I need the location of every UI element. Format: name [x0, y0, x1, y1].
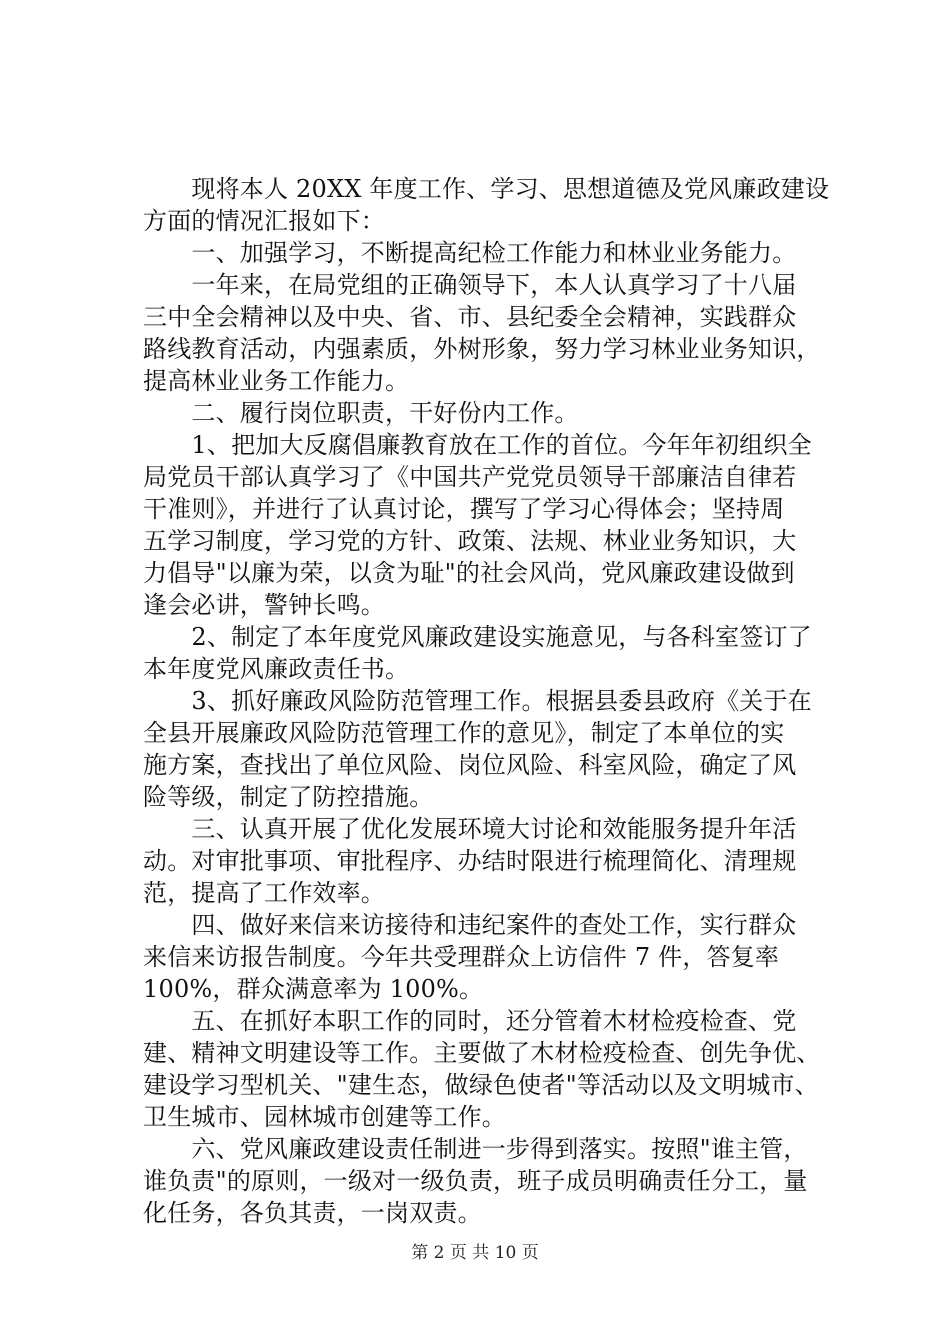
text-line: 建、精神文明建设等工作。主要做了木材检疫检查、创先争优、 — [143, 1039, 821, 1067]
text-line: 动。对审批事项、审批程序、办结时限进行梳理简化、清理规 — [143, 847, 797, 875]
text-line: 1、把加大反腐倡廉教育放在工作的首位。今年年初组织全 — [143, 431, 812, 459]
text-line: 险等级，制定了防控措施。 — [143, 783, 434, 811]
text-line: 提高林业业务工作能力。 — [143, 367, 410, 395]
text-line: 来信来访报告制度。今年共受理群众上访信件 7 件，答复率 — [143, 943, 780, 971]
text-line: 四、做好来信来访接待和违纪案件的查处工作，实行群众 — [143, 911, 797, 939]
text-line: 力倡导"以廉为荣，以贪为耻"的社会风尚，党风廉政建设做到 — [143, 559, 795, 587]
text-line: 六、党风廉政建设责任制进一步得到落实。按照"谁主管， — [143, 1135, 808, 1163]
text-line: 逢会必讲，警钟长鸣。 — [143, 591, 385, 619]
text-line: 卫生城市、园林城市创建等工作。 — [143, 1103, 506, 1131]
text-line: 2、制定了本年度党风廉政建设实施意见，与各科室签订了 — [143, 623, 812, 651]
text-line: 局党员干部认真学习了《中国共产党党员领导干部廉洁自律若 — [143, 463, 797, 491]
text-line: 本年度党风廉政责任书。 — [143, 655, 410, 683]
text-line: 二、履行岗位职责，干好份内工作。 — [143, 399, 579, 427]
text-line: 谁负责"的原则，一级对一级负责，班子成员明确责任分工，量 — [143, 1167, 808, 1195]
text-line: 三中全会精神以及中央、省、市、县纪委全会精神，实践群众 — [143, 303, 797, 331]
text-line: 施方案，查找出了单位风险、岗位风险、科室风险，确定了风 — [143, 751, 797, 779]
text-line: 化任务，各负其责，一岗双责。 — [143, 1199, 482, 1227]
text-line: 五学习制度，学习党的方针、政策、法规、林业业务知识，大 — [143, 527, 797, 555]
text-line: 干准则》，并进行了认真讨论，撰写了学习心得体会；坚持周 — [143, 495, 785, 523]
text-line: 五、在抓好本职工作的同时，还分管着木材检疫检查、党 — [143, 1007, 797, 1035]
text-line: 100%，群众满意率为 100%。 — [143, 975, 484, 1003]
text-line: 一、加强学习，不断提高纪检工作能力和林业业务能力。 — [143, 239, 797, 267]
text-line: 一年来，在局党组的正确领导下，本人认真学习了十八届 — [143, 271, 797, 299]
text-line: 范，提高了工作效率。 — [143, 879, 385, 907]
text-line: 路线教育活动，内强素质，外树形象，努力学习林业业务知识， — [143, 335, 821, 363]
page-number-footer: 第 2 页 共 10 页 — [411, 1243, 539, 1263]
text-line: 3、抓好廉政风险防范管理工作。根据县委县政府《关于在 — [143, 687, 812, 715]
text-line: 三、认真开展了优化发展环境大讨论和效能服务提升年活 — [143, 815, 797, 843]
text-line: 全县开展廉政风险防范管理工作的意见》，制定了本单位的实 — [143, 719, 785, 747]
text-line: 方面的情况汇报如下： — [143, 207, 385, 235]
text-line: 现将本人 20XX 年度工作、学习、思想道德及党风廉政建设 — [143, 175, 830, 203]
text-line: 建设学习型机关、"建生态，做绿色使者"等活动以及文明城市、 — [143, 1071, 819, 1099]
